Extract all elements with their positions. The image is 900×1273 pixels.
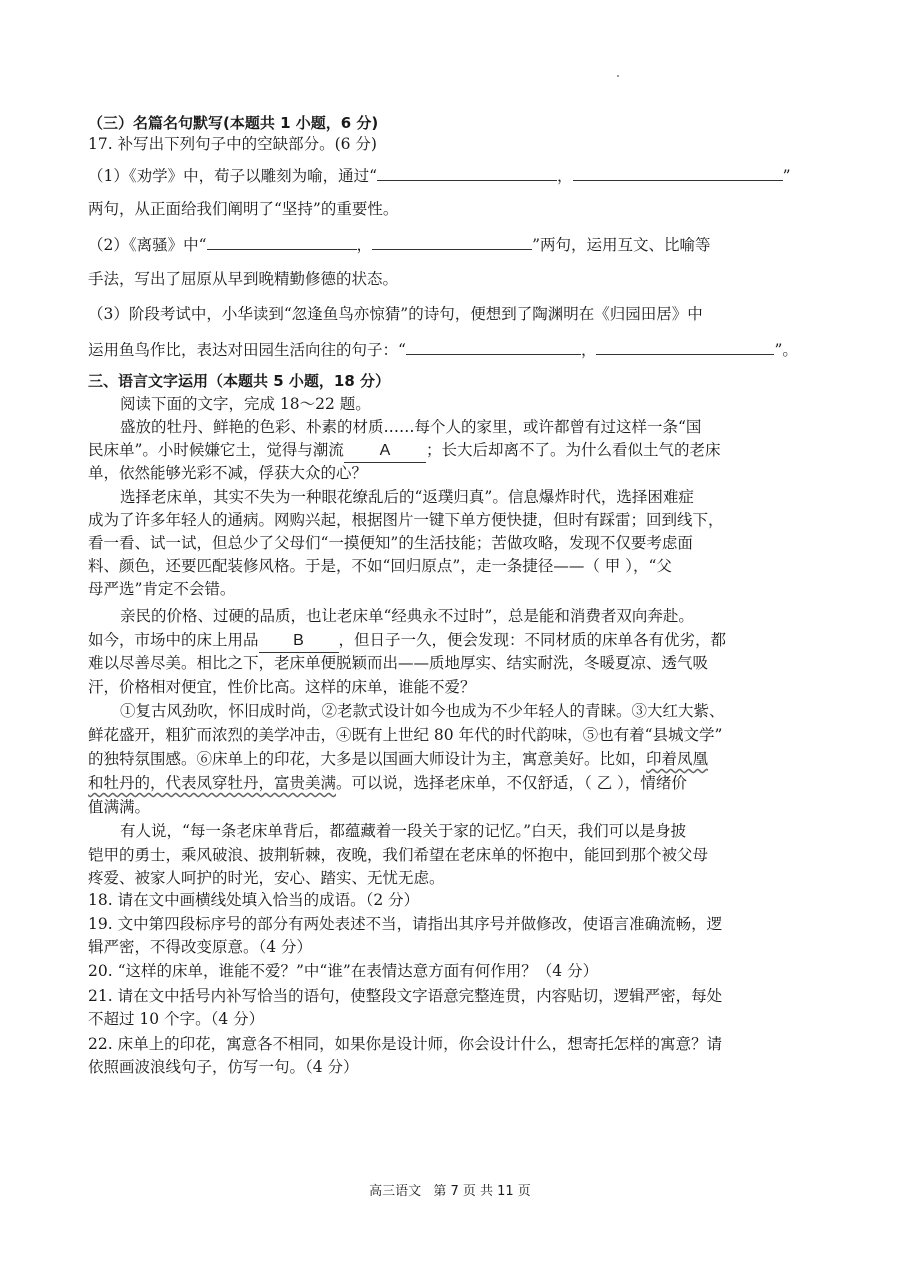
footer-subject: 高三语文 [369, 1184, 422, 1199]
answer-blank-3b[interactable] [596, 338, 774, 355]
question-18: 18. 请在文中画横线处填入恰当的成语。（2 分） [88, 891, 420, 909]
passage-p2-line1: 选择老床单，其实不失为一种眼花缭乱后的“返璞归真”。信息爆炸时代，选择困难症 [120, 488, 694, 506]
page-footer [0, 1180, 900, 1199]
blank-b[interactable]: B [259, 630, 339, 653]
passage-p1-line3: 单，依然能够光彩不减，俘获大众的心？ [88, 464, 368, 482]
passage-p3-line1: 亲民的价格、过硬的品质，也让老床单“经典永不过时”，总是能和消费者双向奔赴。 [120, 607, 694, 625]
passage-p4-line4 [88, 772, 687, 794]
passage-p5-line1: 有人说，“每一条老床单背后，都蕴藏着一段关于家的记忆。”白天，我们可以是身披 [120, 822, 687, 840]
passage-p1-line2 [88, 439, 720, 463]
q17-part2-prefix: （2）《离骚》中“ [88, 236, 207, 254]
q17-part2-end: ”两句，运用互文、比喻等 [532, 236, 711, 254]
passage-p4-line3 [88, 748, 708, 770]
q17-part1-line1 [88, 164, 791, 187]
passage-p2-line4: 料、颜色，还要匹配装修风格。于是，不如“回归原点”，走一条捷径——（ 甲 ），“父 [88, 557, 672, 575]
q17-part2-sep: ， [356, 236, 373, 254]
q17-part3-line1: （3）阶段考试中，小华读到“忽逢鱼鸟亦惊猜”的诗句，便想到了陶渊明在《归园田居》中 [88, 305, 703, 323]
passage-p3-line2 [88, 629, 726, 653]
passage-p2-line3: 看一看、试一试，但总少了父母们“一摸便知”的生活技能；苦做攻略，发现不仅要考虑面 [88, 534, 693, 552]
q17-part1-prefix: （1）《劝学》中，荀子以雕刻为喻，通过“ [88, 167, 378, 185]
wavy-sentence-part1: 印着凤凰 [646, 750, 709, 768]
q17-part1-line2: 两句，从正面给我们阐明了“坚持”的重要性。 [88, 200, 399, 218]
passage-p2-line5: 母严选”肯定不会错。 [88, 580, 236, 598]
passage-p5-line2: 铠甲的勇士，乘风破浪、披荆斩棘，夜晚，我们希望在老床单的怀抱中，能回到那个被父母 [88, 846, 709, 864]
answer-blank-1a[interactable] [377, 164, 557, 181]
q17-part3-end: ”。 [774, 341, 798, 359]
passage-p3-line3: 难以尽善尽美。相比之下，老床单便脱颖而出——质地厚实、结实耐洗，冬暖夏凉、透气吸 [88, 654, 709, 672]
question-22-line1: 22. 床单上的印花，寓意各不相同，如果你是设计师，你会设计什么，想寄托怎样的寓意？请 [88, 1035, 723, 1053]
q17-part2-line1 [88, 233, 711, 256]
question-20: 20. “这样的床单，谁能不爱？”中“谁”在表情达意方面有何作用？（4 分） [88, 962, 599, 980]
passage-p4-line2: 鲜花盛开，粗犷而浓烈的美学冲击，④既有上世纪 80 年代的时代韵味，⑤也有着“县城文学” [88, 726, 723, 744]
question-22-line2: 依照画波浪线句子，仿写一句。（4 分） [88, 1058, 359, 1076]
q17-part3-line2 [88, 338, 798, 361]
passage-p3-line2-b: ，但日子一久，便会发现：不同材质的床单各有优劣，都 [338, 631, 727, 649]
wavy-sentence-part2: 和牡丹的，代表凤穿牡丹，富贵美满 [88, 774, 337, 792]
passage-p1-line2-b: ；长大后却离不了。为什么看似土气的老床 [425, 441, 721, 459]
q17-part1-end: ” [782, 167, 791, 185]
question-17: 17. 补写出下列句子中的空缺部分。(6 分) [88, 135, 377, 153]
passage-p4-line4-b: 。可以说，选择老床单，不仅舒适，（ 乙 ），情绪价 [336, 774, 687, 792]
passage-p4-line5: 值满满。 [88, 798, 151, 816]
section-heading-language-use: 三、语言文字运用（本题共 5 小题，18 分） [88, 372, 390, 390]
scan-dot [617, 75, 619, 77]
passage-p1-line1: 盛放的牡丹、鲜艳的色彩、朴素的材质……每个人的家里，或许都曾有过这样一条“国 [120, 418, 702, 436]
question-21-line2: 不超过 10 个字。（4 分） [88, 1010, 265, 1028]
question-21-line1: 21. 请在文中括号内补写恰当的语句，使整段文字语意完整连贯，内容贴切，逻辑严密，每处 [88, 987, 723, 1005]
answer-blank-2b[interactable] [372, 233, 532, 250]
passage-p2-line2: 成为了许多年轻人的通病。网购兴起，根据图片一键下单方便快捷，但时有踩雷；回到线下， [88, 511, 724, 529]
passage-p5-line3: 疼爱、被家人呵护的时光，安心、踏实、无忧无虑。 [88, 869, 445, 887]
answer-blank-1b[interactable] [573, 164, 783, 181]
passage-intro: 阅读下面的文字，完成 18～22 题。 [120, 395, 371, 413]
q17-part1-sep: ， [557, 167, 573, 185]
q17-part3-sep: ， [580, 341, 597, 359]
footer-page-number: 第 7 页 共 11 页 [433, 1184, 531, 1199]
passage-p4-line1: ①复古风劲吹，怀旧成时尚，②老款式设计如今也成为不少年轻人的青睐。③大红大紫、 [120, 702, 725, 720]
q17-part2-line2: 手法，写出了屈原从早到晚精勤修德的状态。 [88, 270, 399, 288]
q17-part3-prefix: 运用鱼鸟作比，表达对田园生活向往的句子：“ [88, 341, 406, 359]
answer-blank-2a[interactable] [207, 233, 357, 250]
passage-p3-line2-a: 如今，市场中的床上用品 [88, 631, 259, 649]
section-heading-famous-quotes: （三）名篇名句默写(本题共 1 小题，6 分) [88, 114, 379, 132]
blank-a[interactable]: A [344, 440, 426, 463]
passage-p4-line3-a: 的独特氛围感。⑥床单上的印花，大多是以国画大师设计为主，寓意美好。比如， [88, 750, 647, 768]
passage-p3-line4: 汗，价格相对便宜，性价比高。这样的床单，谁能不爱？ [88, 678, 476, 696]
passage-p1-line2-a: 民床单”。小时候嫌它土，觉得与潮流 [88, 441, 344, 459]
question-19-line2: 辑严密，不得改变原意。（4 分） [88, 938, 313, 956]
answer-blank-3a[interactable] [406, 338, 581, 355]
question-19-line1: 19. 文中第四段标序号的部分有两处表述不当，请指出其序号并做修改，使语言准确流畅，逻 [88, 915, 723, 933]
